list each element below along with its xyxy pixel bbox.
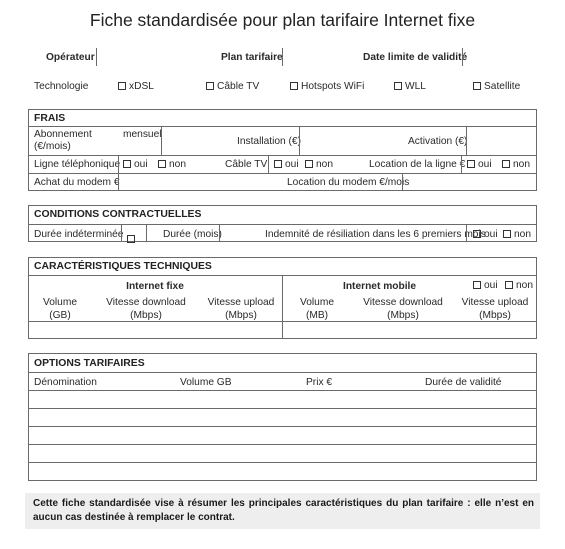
mobile-non[interactable] — [505, 280, 533, 291]
location-ligne-label: Location de la ligne € — [369, 159, 466, 170]
checkbox[interactable] — [473, 281, 481, 289]
divider — [96, 48, 97, 66]
col-label: Vitesse upload — [207, 297, 275, 308]
table-row — [28, 426, 537, 427]
col-unit: (Mbps) — [130, 310, 162, 321]
divider — [462, 48, 463, 66]
date-limite-label: Date limite de validité — [363, 52, 468, 63]
conditions-heading: CONDITIONS CONTRACTUELLES — [34, 209, 202, 220]
location-ligne-oui[interactable] — [467, 159, 492, 170]
cable-non[interactable] — [305, 159, 333, 170]
oui-label: oui — [285, 159, 299, 170]
non-label: non — [516, 280, 533, 291]
cell-divider — [118, 155, 119, 173]
disclaimer-box — [25, 493, 540, 529]
indemnite-non[interactable] — [503, 229, 531, 240]
checkbox[interactable] — [394, 82, 402, 90]
cell-divider — [466, 224, 467, 242]
col-label: Volume — [300, 297, 334, 308]
mobile-download-col — [360, 296, 446, 322]
checkbox[interactable] — [274, 160, 282, 168]
tech-option-label: xDSL — [129, 81, 154, 92]
row-divider — [28, 126, 537, 127]
caracteristiques-heading: CARACTÉRISTIQUES TECHNIQUES — [34, 261, 212, 272]
cell-divider — [282, 275, 283, 339]
plan-label: Plan tarifaire — [221, 52, 283, 63]
checkbox[interactable] — [158, 160, 166, 168]
tech-option-wll[interactable] — [394, 81, 426, 92]
checkbox[interactable] — [118, 82, 126, 90]
row-divider — [28, 173, 537, 174]
options-col-denomination: Dénomination — [34, 377, 97, 388]
frais-heading: FRAIS — [34, 113, 66, 124]
internet-fixe-label: Internet fixe — [126, 281, 184, 292]
cable-oui[interactable] — [274, 159, 299, 170]
mobile-oui[interactable] — [473, 280, 498, 291]
duree-label: Durée (mois) — [163, 229, 222, 240]
table-row — [28, 408, 537, 409]
tech-option-hotspots[interactable] — [290, 81, 364, 92]
activation-label: Activation (€) — [408, 136, 468, 147]
cell-divider — [161, 126, 162, 155]
indemnite-oui[interactable] — [473, 229, 498, 240]
oui-label: oui — [484, 229, 498, 240]
cell-divider — [146, 224, 147, 242]
row-divider — [28, 372, 537, 373]
mobile-volume-col — [290, 296, 344, 322]
indemnite-label: Indemnité de résiliation dans les 6 premiers mois — [265, 229, 486, 240]
row-divider — [28, 224, 537, 225]
cell-divider — [219, 224, 220, 242]
checkbox[interactable] — [505, 281, 513, 289]
checkbox[interactable] — [123, 160, 131, 168]
options-col-duree: Durée de validité — [425, 377, 502, 388]
cell-divider — [121, 224, 122, 242]
abonnement-label — [34, 129, 92, 153]
non-label: non — [514, 229, 531, 240]
col-unit: (GB) — [49, 310, 71, 321]
achat-modem-label: Achat du modem € — [34, 177, 120, 188]
location-modem-label: Location du modem €/mois — [287, 177, 410, 188]
fixe-upload-col — [205, 296, 277, 322]
mobile-upload-col — [459, 296, 531, 322]
mensuel-label: mensuel — [123, 129, 162, 140]
cell-divider — [466, 126, 467, 155]
options-col-volume: Volume GB — [180, 377, 232, 388]
table-row — [28, 390, 537, 391]
oui-label: oui — [484, 280, 498, 291]
location-ligne-non[interactable] — [502, 159, 530, 170]
non-label: non — [316, 159, 333, 170]
cell-divider — [268, 155, 269, 173]
non-label: non — [513, 159, 530, 170]
cell-divider — [402, 173, 403, 191]
checkbox[interactable] — [473, 82, 481, 90]
tech-option-label: Câble TV — [217, 81, 260, 92]
table-row — [28, 462, 537, 463]
col-unit: (MB) — [305, 310, 329, 321]
tech-option-xdsl[interactable] — [118, 81, 154, 92]
oui-label: oui — [134, 159, 148, 170]
oui-label: oui — [478, 159, 492, 170]
col-label: Volume — [43, 297, 77, 308]
fixe-volume-col — [30, 296, 90, 322]
cell-divider — [461, 155, 462, 173]
tech-option-cable[interactable] — [206, 81, 259, 92]
col-label: Vitesse download — [363, 297, 443, 308]
installation-label: Installation (€) — [237, 136, 301, 147]
cell-divider — [299, 126, 300, 155]
tech-option-label: Satellite — [484, 81, 521, 92]
page-title: Fiche standardisée pour plan tarifaire Internet fixe — [89, 10, 476, 30]
abonnement-unit: (€/mois) — [34, 141, 71, 152]
non-label: non — [169, 159, 186, 170]
tech-option-label: WLL — [405, 81, 426, 92]
ligne-label: Ligne téléphonique — [34, 159, 121, 170]
checkbox[interactable] — [467, 160, 475, 168]
divider — [282, 48, 283, 66]
cell-divider — [118, 173, 119, 191]
checkbox[interactable] — [473, 230, 481, 238]
indeterminee-checkbox[interactable] — [127, 229, 138, 247]
checkbox[interactable] — [127, 235, 135, 243]
col-unit: (Mbps) — [479, 310, 511, 321]
operateur-label: Opérateur — [46, 52, 95, 63]
checkbox[interactable] — [502, 160, 510, 168]
options-col-prix: Prix € — [306, 377, 333, 388]
internet-mobile-label: Internet mobile — [343, 281, 417, 292]
checkbox[interactable] — [290, 82, 298, 90]
col-label: Vitesse download — [106, 297, 186, 308]
disclaimer-text: Cette fiche standardisée vise à résumer les principales caractéristiques du plan tarifaire : elle n’est en aucun cas destinée à remplacer le contrat. — [33, 498, 534, 523]
cable-label: Câble TV — [225, 159, 268, 170]
checkbox[interactable] — [206, 82, 214, 90]
table-row — [28, 444, 537, 445]
abonnement-text: Abonnement — [34, 129, 92, 140]
col-unit: (Mbps) — [225, 310, 257, 321]
options-heading: OPTIONS TARIFAIRES — [34, 358, 145, 369]
fixe-download-col — [103, 296, 189, 322]
checkbox[interactable] — [305, 160, 313, 168]
indeterminee-label: Durée indéterminée — [34, 229, 124, 240]
col-unit: (Mbps) — [387, 310, 419, 321]
ligne-non[interactable] — [158, 159, 186, 170]
checkbox[interactable] — [503, 230, 511, 238]
tech-option-label: Hotspots WiFi — [301, 81, 365, 92]
ligne-oui[interactable] — [123, 159, 148, 170]
col-label: Vitesse upload — [461, 297, 529, 308]
tech-option-satellite[interactable] — [473, 81, 520, 92]
technologie-label: Technologie — [34, 81, 89, 92]
